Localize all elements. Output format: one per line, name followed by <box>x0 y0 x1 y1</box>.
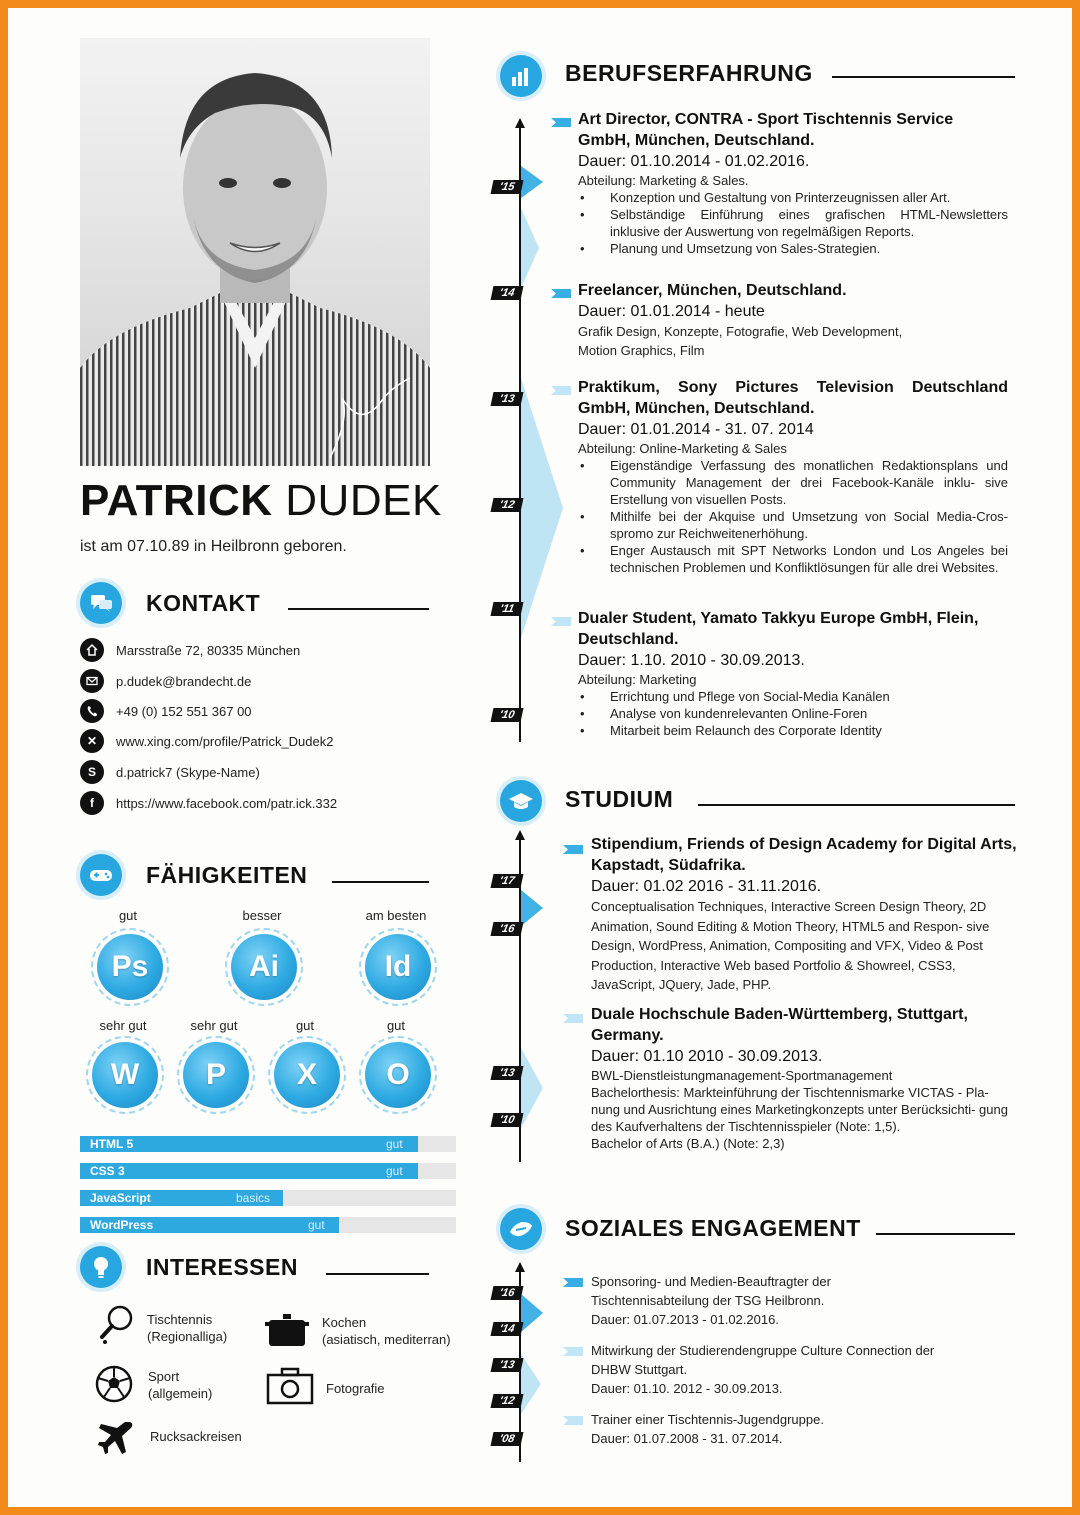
job-bullet: • Mithilfe bei der Akquise und Umsetzung von Social Media-Cros- spromo zur Reichweitenerhöhung. <box>578 508 1008 542</box>
job-title: Art Director, CONTRA - Sport Tischtennis Service GmbH, München, Deutschland. <box>578 111 954 149</box>
interest-photography: Fotografie <box>326 1381 385 1396</box>
job-department: Abteilung: Marketing <box>578 672 697 687</box>
lightbulb-icon <box>80 1246 122 1288</box>
social-section-title: SOZIALES ENGAGEMENT <box>565 1215 861 1241</box>
skill-bar-name: HTML 5 <box>90 1137 134 1151</box>
job-entry <box>578 280 1008 360</box>
word-icon: W <box>92 1042 158 1108</box>
illustrator-skill-badge <box>225 928 303 1006</box>
entry-ribbon <box>563 1347 583 1356</box>
job-description: Grafik Design, Konzepte, Fotografie, Web Development, Motion Graphics, Film <box>578 324 903 358</box>
skill-level-photoshop: gut <box>118 908 138 923</box>
profile-photo <box>80 38 430 466</box>
job-bullets <box>578 688 1008 739</box>
skill-bar-level: gut <box>386 1137 403 1151</box>
contact-title-rule <box>288 608 429 610</box>
job-entry <box>578 109 1008 257</box>
skill-bar-wordpress <box>80 1217 456 1233</box>
skills-section-title: FÄHIGKEITEN <box>146 862 308 888</box>
powerpoint-skill-badge <box>177 1036 255 1114</box>
interests-title-rule <box>326 1273 429 1275</box>
full-name <box>80 476 442 526</box>
skill-level-illustrator: besser <box>242 908 282 923</box>
skill-level-powerpoint: sehr gut <box>190 1018 238 1033</box>
studies-title-rule <box>698 804 1015 806</box>
timeline-wedge <box>521 208 539 288</box>
entry-ribbon <box>551 386 571 395</box>
entry-ribbon <box>563 1014 583 1023</box>
first-name: PATRICK <box>80 476 273 525</box>
year-marker: '11 <box>491 602 524 616</box>
skill-level-excel: gut <box>295 1018 315 1033</box>
skype-text: d.patrick7 (Skype-Name) <box>116 764 260 780</box>
skype-icon: S <box>80 760 104 784</box>
job-bullet: • Konzeption und Gestaltung von Printerzeugnissen aller Art. <box>578 189 1008 206</box>
skill-bar-name: WordPress <box>90 1218 154 1232</box>
year-marker: '12 <box>491 1394 524 1408</box>
study-description: Conceptualisation Techniques, Interactive Screen Design Theory, 2D Animation, Sound Editing & Motion Theory, HTML5 and Respon- sive Design, WordPress, Animation, Compositing and VFX, Video & Post Production, Interactive Web based Portfolio & Showreel, CSS3, JavaScript, JQuery, Jade, PHP. <box>591 899 990 992</box>
home-icon <box>80 638 104 662</box>
entry-ribbon <box>551 118 571 127</box>
social-entry: Sponsoring- und Medien-Beauftragter der Tischtennisabteilung der TSG Heilbronn. Dauer: 01.07.2013 - 01.02.2016. <box>591 1274 831 1327</box>
timeline-wedge <box>521 890 543 926</box>
timeline-wedge <box>521 378 563 638</box>
skill-level-indesign: am besten <box>365 908 427 923</box>
xing-link[interactable]: www.xing.com/profile/Patrick_Dudek2 <box>116 733 334 749</box>
skill-level-word: sehr gut <box>99 1018 147 1033</box>
word-skill-badge <box>86 1036 164 1114</box>
cooking-pot-icon <box>263 1310 311 1350</box>
year-marker: '08 <box>491 1432 524 1446</box>
social-entry: Trainer einer Tischtennis-Jugendgruppe. Dauer: 01.07.2008 - 31. 07.2014. <box>591 1412 824 1446</box>
interest-sport: Sport (allgemein) <box>148 1369 213 1401</box>
job-entry <box>578 608 1008 739</box>
handshake-icon <box>500 1208 542 1250</box>
job-duration: Dauer: 01.10.2014 - 01.02.2016. <box>578 153 810 170</box>
skill-bar-name: CSS 3 <box>90 1164 125 1178</box>
experience-title-rule <box>832 76 1015 78</box>
job-duration: Dauer: 1.10. 2010 - 30.09.2013. <box>578 652 805 669</box>
year-marker: '13 <box>491 392 524 406</box>
social-title-rule <box>876 1233 1015 1235</box>
skill-bar-level: gut <box>308 1218 325 1232</box>
last-name: DUDEK <box>285 476 442 525</box>
year-marker: '10 <box>491 1113 524 1127</box>
soccer-ball-icon <box>94 1364 134 1404</box>
studies-section-title: STUDIUM <box>565 786 674 812</box>
study-title: Duale Hochschule Baden-Württemberg, Stuttgart, Germany. <box>591 1006 968 1044</box>
photoshop-skill-badge <box>91 928 169 1006</box>
interest-backpacking: Rucksackreisen <box>150 1429 242 1444</box>
job-department: Abteilung: Marketing & Sales. <box>578 173 749 188</box>
job-duration: Dauer: 01.01.2014 - 31. 07. 2014 <box>578 421 814 438</box>
excel-skill-badge <box>268 1036 346 1114</box>
outlook-icon: O <box>365 1042 431 1108</box>
photoshop-icon: Ps <box>97 934 163 1000</box>
entry-ribbon <box>563 845 583 854</box>
job-bullet: • Analyse von kundenrelevanten Online-Foren <box>578 705 1008 722</box>
entry-ribbon <box>551 289 571 298</box>
timeline-wedge <box>521 1354 541 1414</box>
year-marker: '12 <box>491 498 524 512</box>
phone-icon <box>80 699 104 723</box>
timeline-wedge <box>521 166 543 198</box>
entry-ribbon <box>563 1278 583 1287</box>
study-title: Stipendium, Friends of Design Academy for Digital Arts, Kapstadt, Südafrika. <box>591 836 1017 874</box>
study-duration: Dauer: 01.10 2010 - 30.09.2013. <box>591 1048 823 1065</box>
job-title: Praktikum, Sony Pictures Television Deutschland GmbH, München, Deutschland. <box>578 379 1008 417</box>
job-bullets <box>578 457 1008 576</box>
skill-bar-level: gut <box>386 1164 403 1178</box>
bar-chart-icon <box>500 55 542 97</box>
birth-info: ist am 07.10.89 in Heilbronn geboren. <box>80 538 347 555</box>
xing-icon: ✕ <box>80 729 104 753</box>
job-bullet: • Planung und Umsetzung von Sales-Strategien. <box>578 240 1008 257</box>
email-text[interactable]: p.dudek@brandecht.de <box>116 673 252 689</box>
skill-level-outlook: gut <box>386 1018 406 1033</box>
contact-section-title: KONTAKT <box>146 590 261 616</box>
job-bullet: • Mitarbeit beim Relaunch des Corporate Identity <box>578 722 1008 739</box>
interests-section-title: INTERESSEN <box>146 1254 298 1280</box>
excel-icon: X <box>274 1042 340 1108</box>
job-duration: Dauer: 01.01.2014 - heute <box>578 303 765 320</box>
airplane-icon <box>96 1418 136 1458</box>
chat-bubble-icon <box>80 582 122 624</box>
experience-timeline <box>519 126 521 742</box>
year-marker: '16 <box>491 922 524 936</box>
study-entry <box>591 834 1017 995</box>
year-marker: '14 <box>491 1322 524 1336</box>
skill-bar-html5 <box>80 1136 456 1152</box>
year-marker: '10 <box>491 708 524 722</box>
social-entry: Mitwirkung der Studierendengruppe Culture Connection der DHBW Stuttgart. Dauer: 01.10. 2012 - 30.09.2013. <box>591 1343 935 1396</box>
mail-icon <box>80 669 104 693</box>
entry-ribbon <box>551 617 571 626</box>
graduation-cap-icon <box>500 780 542 822</box>
skill-bar-fill <box>80 1163 418 1179</box>
illustrator-icon: Ai <box>231 934 297 1000</box>
study-entry <box>591 1004 1017 1152</box>
contact-facebook[interactable] <box>80 790 337 816</box>
job-title: Freelancer, München, Deutschland. <box>578 282 847 299</box>
year-marker: '16 <box>491 1286 524 1300</box>
table-tennis-icon <box>96 1304 136 1344</box>
study-description: BWL-Dienstleistungmanagement-Sportmanagement Bachelorthesis: Markteinführung der Tischtennismarke VICTAS - Pla- nung und Ausrichtung eines Marketingkonzepts unter Berücksichti- gung des Kaufverhaltens der Tischtennisspieler (Note: 1,5). Bachelor of Arts (B.A.) (Note: 2,3) <box>591 1068 1008 1151</box>
contact-address <box>80 637 300 663</box>
contact-email[interactable] <box>80 668 251 694</box>
gamepad-icon <box>80 854 122 896</box>
indesign-icon: Id <box>365 934 431 1000</box>
year-marker: '13 <box>491 1066 524 1080</box>
year-marker: '17 <box>491 874 524 888</box>
timeline-wedge <box>521 1048 543 1128</box>
job-entry <box>578 377 1008 576</box>
job-title: Dualer Student, Yamato Takkyu Europe GmbH, Flein, Deutschland. <box>578 610 979 648</box>
powerpoint-icon: P <box>183 1042 249 1108</box>
skill-bar-level: basics <box>236 1191 271 1205</box>
interest-table-tennis: Tischtennis (Regionalliga) <box>147 1312 228 1344</box>
outlook-skill-badge <box>359 1036 437 1114</box>
study-duration: Dauer: 01.02 2016 - 31.11.2016. <box>591 878 822 895</box>
year-marker: '15 <box>491 180 524 194</box>
indesign-skill-badge <box>359 928 437 1006</box>
skill-bar-css3 <box>80 1163 456 1179</box>
timeline-wedge <box>521 1294 543 1332</box>
contact-skype <box>80 759 260 785</box>
entry-ribbon <box>563 1416 583 1425</box>
interest-cooking: Kochen (asiatisch, mediterran) <box>322 1315 451 1347</box>
job-bullet: • Enger Austausch mit SPT Networks London und Los Angeles bei technischen Problemen und Konfliktlösungen für alle drei Websites. <box>578 542 1008 576</box>
facebook-icon: f <box>80 791 104 815</box>
job-bullet: • Errichtung und Pflege von Social-Media Kanälen <box>578 688 1008 705</box>
experience-section-title: BERUFSERFAHRUNG <box>565 60 813 86</box>
job-department: Abteilung: Online-Marketing & Sales <box>578 441 787 456</box>
job-bullets <box>578 189 1008 257</box>
camera-icon <box>266 1366 314 1406</box>
year-marker: '13 <box>491 1358 524 1372</box>
skill-bar-javascript <box>80 1190 456 1206</box>
year-marker: '14 <box>491 286 524 300</box>
job-bullet: • Selbständige Einführung eines grafischen HTML-Newsletters inklusive der Auswertung von regelmäßigen Reports. <box>578 206 1008 240</box>
skill-bar-name: JavaScript <box>90 1191 151 1205</box>
address-text: Marsstraße 72, 80335 München <box>116 642 301 658</box>
phone-text: +49 (0) 152 551 367 00 <box>116 703 252 719</box>
job-bullet: • Eigenständige Verfassung des monatlichen Redaktionsplans und Community Management der drei Facebook-Kanäle inklu- sive Erstellung von visuellen Posts. <box>578 457 1008 508</box>
contact-phone <box>80 698 252 724</box>
facebook-link[interactable]: https://www.facebook.com/patr.ick.332 <box>116 795 338 811</box>
contact-xing[interactable] <box>80 728 333 754</box>
skills-title-rule <box>332 881 429 883</box>
